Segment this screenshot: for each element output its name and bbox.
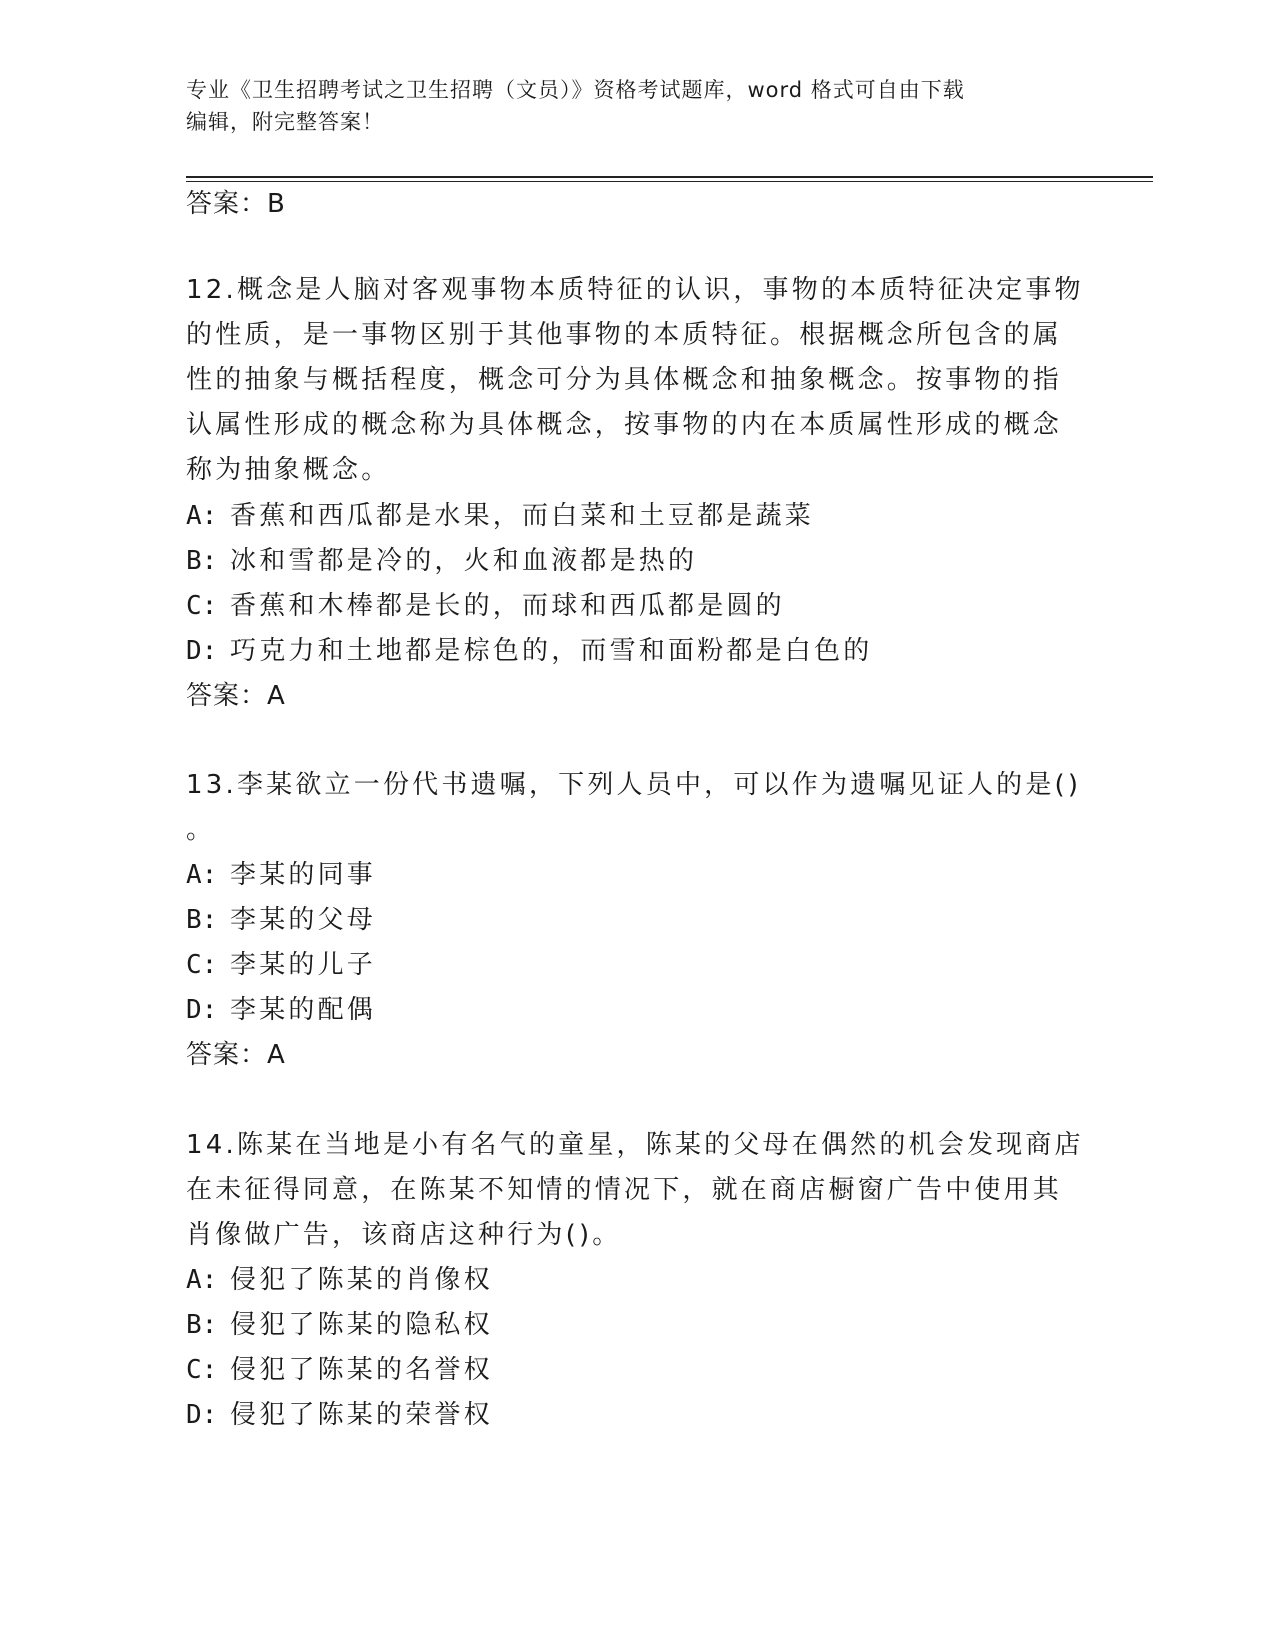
option-letter: B: xyxy=(186,1310,218,1340)
option-text: 李某的配偶 xyxy=(230,995,377,1025)
option-letter: A: xyxy=(186,501,218,531)
option-b xyxy=(186,545,697,577)
question-12-line: 12.概念是人脑对客观事物本质特征的认识，事物的本质特征决定事物 xyxy=(186,275,1084,305)
option-c xyxy=(186,590,785,622)
option-c xyxy=(186,949,376,981)
option-letter: C: xyxy=(186,1355,218,1385)
option-text: 李某的父母 xyxy=(230,905,377,935)
option-letter: A: xyxy=(186,860,218,890)
option-text: 香蕉和木棒都是长的，而球和西瓜都是圆的 xyxy=(230,591,785,621)
question-12-line: 性的抽象与概括程度，概念可分为具体概念和抽象概念。按事物的指 xyxy=(186,365,1063,395)
option-text: 李某的同事 xyxy=(230,860,377,890)
question-14-line: 14.陈某在当地是小有名气的童星，陈某的父母在偶然的机会发现商店 xyxy=(186,1130,1084,1160)
answer-12: 答案：A xyxy=(186,681,286,711)
header-rule-thin xyxy=(186,181,1153,182)
question-12-line: 称为抽象概念。 xyxy=(186,455,391,485)
option-letter: D: xyxy=(186,995,218,1025)
option-b xyxy=(186,1309,493,1341)
option-text: 李某的儿子 xyxy=(230,950,377,980)
answer-13: 答案：A xyxy=(186,1040,286,1070)
question-14-line: 肖像做广告，该商店这种行为()。 xyxy=(186,1220,622,1250)
option-d xyxy=(186,635,872,667)
option-a xyxy=(186,1264,493,1296)
option-b xyxy=(186,904,376,936)
option-d xyxy=(186,994,376,1026)
option-c xyxy=(186,1354,493,1386)
option-letter: D: xyxy=(186,636,218,666)
header-line-1: 专业《卫生招聘考试之卫生招聘（文员）》资格考试题库，word 格式可自由下载 xyxy=(186,78,965,102)
option-text: 冰和雪都是冷的，火和血液都是热的 xyxy=(230,546,698,576)
document-header xyxy=(186,74,1066,138)
option-text: 侵犯了陈某的肖像权 xyxy=(230,1265,493,1295)
question-12-line: 认属性形成的概念称为具体概念，按事物的内在本质属性形成的概念 xyxy=(186,410,1063,440)
option-d xyxy=(186,1399,493,1431)
question-13-line: 。 xyxy=(186,815,216,845)
header-line-2: 编辑，附完整答案！ xyxy=(186,110,384,134)
option-letter: C: xyxy=(186,950,218,980)
option-letter: A: xyxy=(186,1265,218,1295)
option-letter: B: xyxy=(186,546,218,576)
question-12-line: 的性质，是一事物区别于其他事物的本质特征。根据概念所包含的属 xyxy=(186,320,1063,350)
option-text: 香蕉和西瓜都是水果，而白菜和土豆都是蔬菜 xyxy=(230,501,815,531)
option-text: 侵犯了陈某的隐私权 xyxy=(230,1310,493,1340)
header-rule-thick xyxy=(186,176,1153,178)
option-text: 侵犯了陈某的名誉权 xyxy=(230,1355,493,1385)
option-text: 巧克力和土地都是棕色的，而雪和面粉都是白色的 xyxy=(230,636,873,666)
option-text: 侵犯了陈某的荣誉权 xyxy=(230,1400,493,1430)
option-letter: B: xyxy=(186,905,218,935)
option-letter: D: xyxy=(186,1400,218,1430)
answer-previous: 答案：B xyxy=(186,189,286,219)
question-14-line: 在未征得同意，在陈某不知情的情况下，就在商店橱窗广告中使用其 xyxy=(186,1175,1063,1205)
option-letter: C: xyxy=(186,591,218,621)
option-a xyxy=(186,859,376,891)
question-13-line: 13.李某欲立一份代书遗嘱，下列人员中，可以作为遗嘱见证人的是() xyxy=(186,770,1082,800)
option-a xyxy=(186,500,814,532)
